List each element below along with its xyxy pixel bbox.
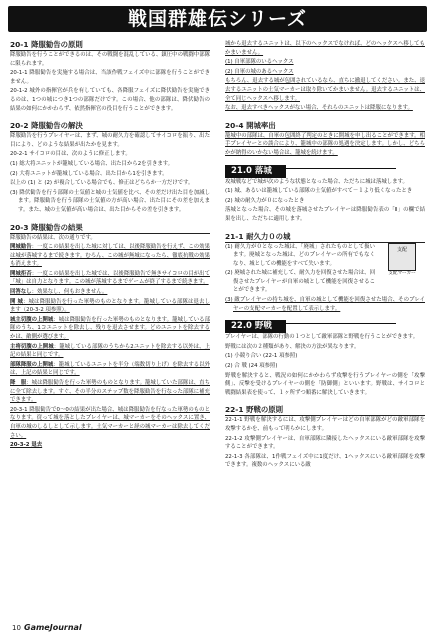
section-heading-20-4: 20-4 開城率出 (225, 121, 425, 132)
page-banner (8, 6, 427, 32)
result-rule: 降 服：城は降服勧告を行った軍勢のものとなります。籠城していた部隊は、直ちに全て除去します。すぐ、その半分のステップ数を降服勧告を行なった部隊に補充できます。 (10, 380, 210, 404)
page-footer (0, 620, 435, 640)
rule-paragraph: 22-1-2 攻撃側プレイヤーは、自軍部隊に隣接したヘックスにいる敵軍部隊を攻撃することができます。 (225, 435, 425, 451)
paragraph: 降服勧告の結果は、次の通りです。 (10, 234, 96, 241)
publisher-logo: GameJournal (24, 623, 82, 632)
list-item: (2) 自軍の城のあるヘックス (225, 68, 294, 75)
right-column (225, 40, 425, 471)
section-heading-20-2: 20-2 降服勧告の解決 (10, 121, 210, 132)
rule-paragraph: 22-1-1 野戦を解決するには、攻撃側プレイヤーはどの自軍部隊がどの敵軍部隊を攻撃するかを、前もって明らかにします。 (225, 417, 425, 432)
section-bar-21: 21.0 落城 (225, 161, 425, 174)
list-item: (2) 廃城された城に補充して、耐久力を回復させた場合は、回復させたプレイヤーが自軍の城として機能を回復させることができます。 (225, 270, 375, 294)
section-heading-20-3: 20-3 降服勧告の結果 (10, 223, 210, 234)
result-rule: 主将切腹の上開城：籠城している部隊のうちから2ユニットを除去する以外は、上記の結果と同じです。 (10, 343, 210, 359)
rule-paragraph: 20-2-1 サイコロの目は、次のように修正します。 (10, 151, 131, 158)
left-column (10, 40, 210, 451)
paragraph: 落城となった場合、その城を落城させたプレイヤーは降服勧告表の「Ⅱ」の欄で結果を出し、ただちに適用します。 (225, 207, 425, 222)
list-item: (2) 合 戦 (24 項参照) (225, 363, 278, 370)
paragraph: 野戦を解決すると、戦況の如何にかかわらず攻撃を行うプレイヤーの側を「攻撃側」、反撃を受けるプレイヤーの側を「防御側」といいます。野戦は、サイコロと戦闘結果表を使って、１ヶ所ずつ順番に解決していきます。 (225, 372, 425, 396)
section-heading-21-1: 21-1 耐久力０の城 (225, 232, 425, 243)
paragraph: 降服勧告を行うことができるのは、その戦闘を混乱している、鎮圧中の戦闘中部隊に限られます。 (10, 52, 210, 67)
control-marker-image (379, 243, 425, 277)
list-item: (1) 城、あるいは籠城している部隊の士気値がすべて－１より低くなったとき (225, 188, 413, 195)
paragraph: もちろん、退去する城が包囲されているなら、直ちに撤退してください。また、退去するユニットの士気マーカーは取り除いてかまいません。退去するユニットは、全て同じヘックスへ移します。 (225, 78, 425, 102)
list-item: (3) 降伏勧告を行う部隊の士気値と城の士気値を比べ、その差だけ出た目を加減します。降服勧告を行う部隊の士気値の方が高い場合、出た目にその差を加えます。また、城の士気値が高い場合は、出た目からその差を引きます。 (10, 189, 210, 213)
section-heading-20-1: 20-1 降服勧告の原則 (10, 40, 210, 51)
rule-paragraph: 20-3-2 退去 (10, 442, 43, 449)
rule-paragraph: 20-3-1 降服勧告で0～0の結果が出た場合、城は降服勧告を行なった軍勢のものとなります。従って城を落としたプレイヤーは、城マーカーをそのヘックスに置き、自軍の城のしるしとして示します。土気マーカーと経の城マーカーは除去してください。 (10, 406, 210, 439)
list-item: (1) 総大将ユニットが籠城している場合、出た目から2を引きます。 (10, 160, 174, 167)
control-marker-icon: 支配 (388, 243, 416, 271)
result-rule: 部隊降服の上開城：籠城しているユニットを半分（端数切り上げ）を除去する以外は、上記の結果と同じです。 (10, 361, 210, 377)
paragraph: プレイヤーは、部隊の行動の１つとして敵軍部隊と野戦を行うことができます。 (225, 334, 419, 341)
paragraph: 降服勧告を行うプレイヤーは、まず、城の耐久力を確認してサイコロを振り、出た目により、どのような結果が出たかを見ます。 (10, 133, 210, 148)
page-number: 10 (12, 624, 21, 632)
result-rule: 回答なし：効果なし、何もおきません。 (10, 289, 108, 296)
rule-paragraph: 22-1-3 各部隊は、1作戦フェイズ中に1度だけ、1ヘックスにいる敵軍部隊を攻撃できます。複数のヘックスにいる敵 (225, 453, 425, 469)
list-item: (2) 城の耐久力が０になったとき (225, 197, 305, 204)
paragraph: 籠城中の部隊は、自軍の包囲終了判定のときに開城を申し出ることができます。相手プレイヤーとの談合により、籠城中の部隊の処遇を決定します。しかし、どちらかが納得のいかない場合は、籠城を続けます。 (225, 132, 425, 156)
list-item: (2) 大将ユニットが籠城している場合、出た目から1を引きます。 (10, 170, 168, 177)
marker-caption: 支配マーカー (388, 270, 416, 276)
list-item: (1) 耐久力が０となった城は、「廃城」されたものとして扱います。廃城となった城は、どのプレイヤーの所有でもなくなり、城としての機能をすべて失います。 (225, 243, 375, 267)
result-rule: 開 城：城は降服勧告を行った軍勢のものとなります。籠城している部隊は退去します（20-3-2 項参照）。 (10, 298, 210, 314)
rule-paragraph: 20-1-2 城外の指揮官が兵を有していても、各降服フェイズに降伏勧告を実施できるのは、1つの城につき1つの部隊だけです。この場合、他の部隊は、降伏勧告の結果の如何にかかわらず、依然指揮官の役目を行うことができます。 (10, 88, 210, 112)
page-title: 戦国群雄伝シリーズ (127, 8, 308, 30)
result-rule: 城主切腹の上開城：城は降服勧告を行った軍勢のものとなります。籠城している部隊のうち、1コユニットを除去し、残りを退去させます。どのユニットを除去するかは、敵側が選びます。 (10, 316, 210, 341)
paragraph: 野戦には次の２種類があり、解決の方法が異なります。 (225, 343, 360, 350)
section-bar-22: 22.0 野戦 (225, 316, 425, 329)
list-item: (3) 敵プレイヤーの持ち城を、自軍の城として機能を回復させた場合、そのプレイヤーの支配マーカーを配置して表示します。 (225, 297, 425, 312)
list-item: (1) 自軍部隊のいるヘックス (225, 59, 294, 66)
list-item: (1) 小競り合い (22-1 項参照) (225, 353, 298, 360)
result-rule: 開城拒否：一度この結果を出した城では、以後降服勧告で無きサイコロの目が出て「城」は自力となります。この城が落城するまでゲームが終了するまで続きます。 (10, 270, 210, 286)
rule-paragraph: 20-1-1 降服勧告を実施する場合は、当該作戦フェイズ中に部隊を行うことができません。 (10, 70, 210, 85)
paragraph: 城から退去するユニットは、以下のヘックスでなければ、どのヘックスへ移してもかまいません。 (225, 41, 425, 56)
section-heading-22-1: 22-1 野戦の原則 (225, 405, 425, 416)
paragraph: なお、退去すべきヘックスがない場合、それらのユニットは降服になります。 (225, 105, 413, 112)
paragraph: 攻城戦などで城が次のような状態となった場合、ただちに城は落城します。 (225, 178, 408, 185)
result-rule: 開城勧告：一度この結果を出した城に対しては、以後降服勧告を行えず、この効果は城が落城するまで続きます。むろん、この城が無城になったら、徹底抗戦の効果も消えます。 (10, 244, 210, 268)
paragraph: 以上の (1) と (2) が複合している場合でも、修正はどちらか一方だけです。 (10, 180, 194, 187)
